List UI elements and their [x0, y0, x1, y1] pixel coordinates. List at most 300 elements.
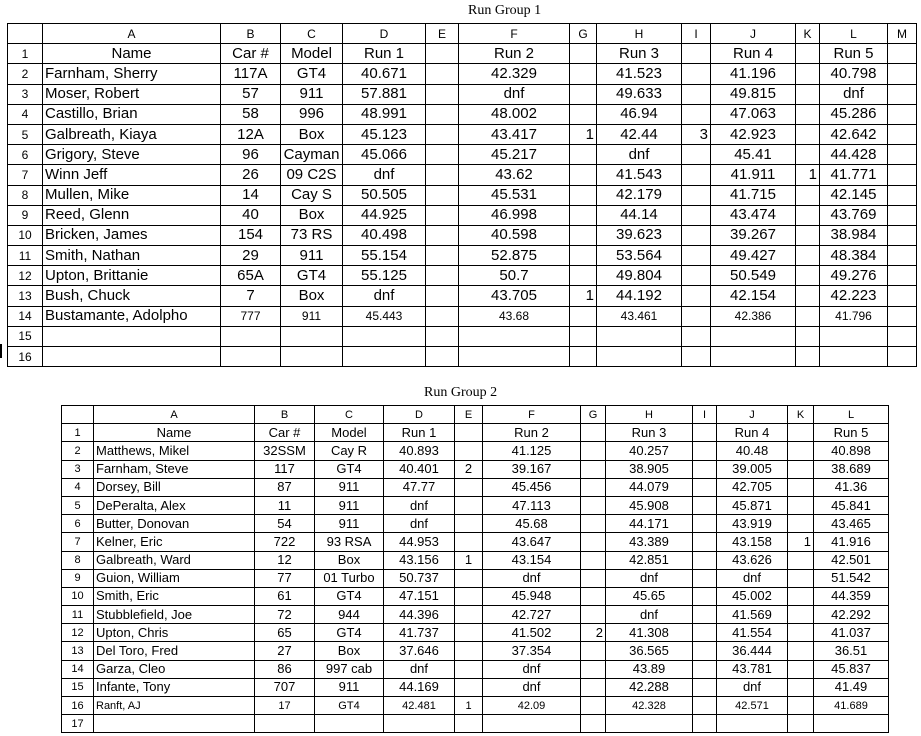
row-number[interactable]: 16	[62, 697, 94, 715]
name-cell[interactable]: Galbreath, Ward	[94, 551, 255, 569]
cell[interactable]: 45.908	[606, 496, 693, 514]
cell[interactable]: 45.443	[343, 306, 426, 326]
cell[interactable]: 77	[255, 569, 315, 587]
column-header-g[interactable]: G	[570, 24, 597, 44]
cell[interactable]	[281, 326, 343, 346]
cell[interactable]	[459, 326, 570, 346]
cell[interactable]	[483, 715, 581, 733]
header-cell[interactable]: Run 4	[711, 44, 796, 64]
cell[interactable]: GT4	[315, 587, 384, 605]
header-cell[interactable]	[570, 44, 597, 64]
cell[interactable]	[796, 306, 820, 326]
cell[interactable]: 44.428	[820, 145, 888, 165]
column-header-l[interactable]: L	[820, 24, 888, 44]
cell[interactable]	[820, 326, 888, 346]
cell[interactable]: 52.875	[459, 246, 570, 266]
cell[interactable]: 911	[281, 306, 343, 326]
cell[interactable]: 45.65	[606, 587, 693, 605]
cell[interactable]: 45.837	[814, 660, 889, 678]
row-number[interactable]: 5	[62, 496, 94, 514]
cell[interactable]: 50.7	[459, 266, 570, 286]
cell[interactable]: 43.781	[717, 660, 788, 678]
cell[interactable]: 41.543	[597, 165, 682, 185]
name-cell[interactable]: Garza, Cleo	[94, 660, 255, 678]
header-cell[interactable]	[682, 44, 711, 64]
cell[interactable]: 50.505	[343, 185, 426, 205]
cell[interactable]: 45.871	[717, 496, 788, 514]
cell[interactable]: 43.89	[606, 660, 693, 678]
cell[interactable]: 50.549	[711, 266, 796, 286]
cell[interactable]: 42.705	[717, 478, 788, 496]
cell[interactable]	[255, 715, 315, 733]
cell[interactable]: 38.984	[820, 225, 888, 245]
cell[interactable]: 1	[455, 551, 483, 569]
cell[interactable]	[570, 185, 597, 205]
cell[interactable]: 36.444	[717, 642, 788, 660]
name-cell[interactable]	[94, 715, 255, 733]
cell[interactable]	[570, 145, 597, 165]
column-header-i[interactable]: I	[693, 406, 717, 424]
cell[interactable]: 48.002	[459, 104, 570, 124]
header-cell[interactable]: Run 3	[597, 44, 682, 64]
cell[interactable]	[455, 606, 483, 624]
cell[interactable]	[693, 606, 717, 624]
cell[interactable]	[788, 587, 814, 605]
cell[interactable]	[426, 205, 459, 225]
cell[interactable]: 44.359	[814, 587, 889, 605]
cell[interactable]	[788, 551, 814, 569]
cell[interactable]: 1	[570, 124, 597, 144]
row-number[interactable]: 9	[8, 205, 43, 225]
cell[interactable]: Box	[281, 124, 343, 144]
cell[interactable]	[343, 347, 426, 367]
cell[interactable]	[455, 569, 483, 587]
cell[interactable]	[581, 587, 606, 605]
cell[interactable]: 707	[255, 678, 315, 696]
column-header-i[interactable]: I	[682, 24, 711, 44]
cell[interactable]	[788, 442, 814, 460]
cell[interactable]: 36.51	[814, 642, 889, 660]
header-cell[interactable]	[888, 44, 917, 64]
column-header-c[interactable]: C	[315, 406, 384, 424]
cell[interactable]	[711, 347, 796, 367]
cell[interactable]	[315, 715, 384, 733]
cell[interactable]: 40	[221, 205, 281, 225]
row-number[interactable]: 6	[8, 145, 43, 165]
corner-cell[interactable]	[8, 24, 43, 44]
cell[interactable]	[788, 642, 814, 660]
cell[interactable]: 37.646	[384, 642, 455, 660]
cell[interactable]: 45.68	[483, 515, 581, 533]
cell[interactable]: 45.841	[814, 496, 889, 514]
cell[interactable]	[682, 306, 711, 326]
cell[interactable]: 73 RS	[281, 225, 343, 245]
cell[interactable]: 57	[221, 84, 281, 104]
cell[interactable]: 40.257	[606, 442, 693, 460]
name-cell[interactable]: Stubblefield, Joe	[94, 606, 255, 624]
cell[interactable]	[796, 124, 820, 144]
cell[interactable]	[788, 697, 814, 715]
cell[interactable]	[796, 205, 820, 225]
cell[interactable]	[682, 84, 711, 104]
cell[interactable]: 42.154	[711, 286, 796, 306]
cell[interactable]: 42.292	[814, 606, 889, 624]
cell[interactable]	[455, 515, 483, 533]
cell[interactable]: 41.911	[711, 165, 796, 185]
cell[interactable]: GT4	[281, 266, 343, 286]
cell[interactable]: 40.671	[343, 64, 426, 84]
cell[interactable]	[221, 326, 281, 346]
cell[interactable]: 40.598	[459, 225, 570, 245]
column-header-a[interactable]: A	[43, 24, 221, 44]
cell[interactable]	[581, 569, 606, 587]
cell[interactable]: dnf	[597, 145, 682, 165]
cell[interactable]: 45.286	[820, 104, 888, 124]
cell[interactable]: dnf	[606, 569, 693, 587]
cell[interactable]	[796, 286, 820, 306]
name-cell[interactable]: Winn Jeff	[43, 165, 221, 185]
cell[interactable]: 2	[455, 460, 483, 478]
header-cell[interactable]: Name	[94, 424, 255, 442]
cell[interactable]	[570, 326, 597, 346]
cell[interactable]	[221, 347, 281, 367]
header-cell[interactable]: Run 3	[606, 424, 693, 442]
cell[interactable]	[581, 715, 606, 733]
cell[interactable]	[581, 478, 606, 496]
cell[interactable]	[581, 442, 606, 460]
row-number[interactable]: 14	[62, 660, 94, 678]
column-header-f[interactable]: F	[483, 406, 581, 424]
column-header-f[interactable]: F	[459, 24, 570, 44]
row-number[interactable]: 17	[62, 715, 94, 733]
cell[interactable]	[426, 104, 459, 124]
cell[interactable]: 49.276	[820, 266, 888, 286]
cell[interactable]: 38.689	[814, 460, 889, 478]
cell[interactable]: 41.36	[814, 478, 889, 496]
row-number[interactable]: 13	[8, 286, 43, 306]
row-number[interactable]: 12	[62, 624, 94, 642]
cell[interactable]: 01 Turbo	[315, 569, 384, 587]
cell[interactable]	[693, 660, 717, 678]
cell[interactable]	[682, 225, 711, 245]
cell[interactable]	[888, 326, 917, 346]
cell[interactable]: 43.465	[814, 515, 889, 533]
cell[interactable]: 45.456	[483, 478, 581, 496]
cell[interactable]: 43.417	[459, 124, 570, 144]
column-header-l[interactable]: L	[814, 406, 889, 424]
cell[interactable]: dnf	[483, 569, 581, 587]
cell[interactable]	[426, 124, 459, 144]
cell[interactable]	[796, 84, 820, 104]
cell[interactable]	[682, 104, 711, 124]
cell[interactable]: 41.689	[814, 697, 889, 715]
cell[interactable]: 55.154	[343, 246, 426, 266]
cell[interactable]	[581, 642, 606, 660]
name-cell[interactable]	[43, 326, 221, 346]
cell[interactable]	[459, 347, 570, 367]
cell[interactable]: GT4	[315, 624, 384, 642]
cell[interactable]: 2	[581, 624, 606, 642]
cell[interactable]	[606, 715, 693, 733]
cell[interactable]: 996	[281, 104, 343, 124]
cell[interactable]: dnf	[343, 165, 426, 185]
cell[interactable]	[796, 266, 820, 286]
cell[interactable]	[455, 442, 483, 460]
cell[interactable]: 61	[255, 587, 315, 605]
cell[interactable]: 40.498	[343, 225, 426, 245]
cell[interactable]	[384, 715, 455, 733]
cell[interactable]: 53.564	[597, 246, 682, 266]
cell[interactable]: 58	[221, 104, 281, 124]
cell[interactable]	[570, 84, 597, 104]
cell[interactable]: 43.68	[459, 306, 570, 326]
cell[interactable]: 43.158	[717, 533, 788, 551]
cell[interactable]	[426, 326, 459, 346]
cell[interactable]: dnf	[717, 569, 788, 587]
cell[interactable]: 40.893	[384, 442, 455, 460]
cell[interactable]	[426, 246, 459, 266]
cell[interactable]	[788, 478, 814, 496]
cell[interactable]: 65	[255, 624, 315, 642]
name-cell[interactable]: Farnham, Steve	[94, 460, 255, 478]
cell[interactable]	[343, 326, 426, 346]
cell[interactable]: 29	[221, 246, 281, 266]
column-header-m[interactable]: M	[888, 24, 917, 44]
header-cell[interactable]: Model	[315, 424, 384, 442]
cell[interactable]	[888, 124, 917, 144]
cell[interactable]	[888, 246, 917, 266]
cell[interactable]: 42.44	[597, 124, 682, 144]
cell[interactable]	[888, 185, 917, 205]
cell[interactable]	[888, 165, 917, 185]
name-cell[interactable]: Smith, Eric	[94, 587, 255, 605]
row-number[interactable]: 3	[8, 84, 43, 104]
cell[interactable]	[788, 606, 814, 624]
cell[interactable]: 39.167	[483, 460, 581, 478]
cell[interactable]: 41.715	[711, 185, 796, 205]
cell[interactable]: 17	[255, 697, 315, 715]
cell[interactable]	[426, 84, 459, 104]
cell[interactable]	[426, 185, 459, 205]
row-number[interactable]: 2	[62, 442, 94, 460]
cell[interactable]: 42.328	[606, 697, 693, 715]
cell[interactable]: Box	[315, 642, 384, 660]
header-cell[interactable]: Model	[281, 44, 343, 64]
cell[interactable]: 12	[255, 551, 315, 569]
name-cell[interactable]	[43, 347, 221, 367]
cell[interactable]	[455, 533, 483, 551]
name-cell[interactable]: Bush, Chuck	[43, 286, 221, 306]
cell[interactable]: 911	[281, 84, 343, 104]
cell[interactable]: 41.771	[820, 165, 888, 185]
cell[interactable]	[581, 606, 606, 624]
cell[interactable]: 42.571	[717, 697, 788, 715]
cell[interactable]: 43.474	[711, 205, 796, 225]
cell[interactable]	[888, 306, 917, 326]
cell[interactable]: dnf	[459, 84, 570, 104]
row-number[interactable]: 8	[8, 185, 43, 205]
cell[interactable]	[888, 145, 917, 165]
column-header-g[interactable]: G	[581, 406, 606, 424]
cell[interactable]: 41.916	[814, 533, 889, 551]
name-cell[interactable]: Ranft, AJ	[94, 697, 255, 715]
row-number[interactable]: 14	[8, 306, 43, 326]
header-cell[interactable]: Run 2	[483, 424, 581, 442]
header-cell[interactable]	[788, 424, 814, 442]
cell[interactable]	[455, 478, 483, 496]
cell[interactable]	[888, 205, 917, 225]
cell[interactable]: 43.769	[820, 205, 888, 225]
cell[interactable]	[820, 347, 888, 367]
cell[interactable]	[693, 496, 717, 514]
cell[interactable]	[581, 515, 606, 533]
cell[interactable]: 45.002	[717, 587, 788, 605]
cell[interactable]	[597, 347, 682, 367]
cell[interactable]: 41.49	[814, 678, 889, 696]
name-cell[interactable]: Upton, Chris	[94, 624, 255, 642]
cell[interactable]: 944	[315, 606, 384, 624]
cell[interactable]: 44.192	[597, 286, 682, 306]
cell[interactable]: 38.905	[606, 460, 693, 478]
cell[interactable]: dnf	[717, 678, 788, 696]
cell[interactable]: 911	[315, 678, 384, 696]
cell[interactable]: 37.354	[483, 642, 581, 660]
cell[interactable]: 722	[255, 533, 315, 551]
cell[interactable]	[693, 587, 717, 605]
header-cell[interactable]	[426, 44, 459, 64]
cell[interactable]: 42.642	[820, 124, 888, 144]
cell[interactable]: 43.154	[483, 551, 581, 569]
cell[interactable]: 3	[682, 124, 711, 144]
name-cell[interactable]: Smith, Nathan	[43, 246, 221, 266]
cell[interactable]: 42.727	[483, 606, 581, 624]
cell[interactable]	[597, 326, 682, 346]
cell[interactable]	[281, 347, 343, 367]
cell[interactable]	[682, 64, 711, 84]
cell[interactable]: Box	[281, 286, 343, 306]
cell[interactable]: GT4	[315, 460, 384, 478]
cell[interactable]	[693, 460, 717, 478]
cell[interactable]	[796, 225, 820, 245]
header-cell[interactable]	[693, 424, 717, 442]
cell[interactable]	[570, 104, 597, 124]
cell[interactable]: 14	[221, 185, 281, 205]
cell[interactable]	[682, 286, 711, 306]
row-number[interactable]: 4	[8, 104, 43, 124]
row-number[interactable]: 10	[8, 225, 43, 245]
cell[interactable]: 997 cab	[315, 660, 384, 678]
cell[interactable]: 117A	[221, 64, 281, 84]
cell[interactable]: dnf	[483, 678, 581, 696]
cell[interactable]: 42.851	[606, 551, 693, 569]
row-number[interactable]: 7	[8, 165, 43, 185]
cell[interactable]: Box	[281, 205, 343, 225]
cell[interactable]	[693, 478, 717, 496]
cell[interactable]: dnf	[384, 496, 455, 514]
cell[interactable]: 47.77	[384, 478, 455, 496]
cell[interactable]: 48.384	[820, 246, 888, 266]
cell[interactable]	[888, 225, 917, 245]
cell[interactable]	[796, 326, 820, 346]
column-header-h[interactable]: H	[606, 406, 693, 424]
cell[interactable]	[682, 266, 711, 286]
name-cell[interactable]: Bustamante, Adolpho	[43, 306, 221, 326]
cell[interactable]: 154	[221, 225, 281, 245]
row-number[interactable]: 3	[62, 460, 94, 478]
cell[interactable]: 40.898	[814, 442, 889, 460]
header-cell[interactable]: Run 1	[384, 424, 455, 442]
cell[interactable]: 911	[315, 478, 384, 496]
row-number[interactable]: 10	[62, 587, 94, 605]
name-cell[interactable]: Upton, Brittanie	[43, 266, 221, 286]
cell[interactable]	[693, 551, 717, 569]
cell[interactable]: 49.815	[711, 84, 796, 104]
column-header-e[interactable]: E	[455, 406, 483, 424]
cell[interactable]: 40.798	[820, 64, 888, 84]
row-number[interactable]: 9	[62, 569, 94, 587]
cell[interactable]: 46.998	[459, 205, 570, 225]
cell[interactable]	[581, 697, 606, 715]
cell[interactable]: 26	[221, 165, 281, 185]
header-cell[interactable]: Name	[43, 44, 221, 64]
cell[interactable]	[796, 145, 820, 165]
cell[interactable]	[426, 347, 459, 367]
header-cell[interactable]: Run 1	[343, 44, 426, 64]
header-cell[interactable]: Run 4	[717, 424, 788, 442]
cell[interactable]	[426, 286, 459, 306]
name-cell[interactable]: Guion, William	[94, 569, 255, 587]
cell[interactable]	[426, 266, 459, 286]
cell[interactable]: 42.481	[384, 697, 455, 715]
cell[interactable]: 51.542	[814, 569, 889, 587]
column-header-d[interactable]: D	[343, 24, 426, 44]
cell[interactable]: 86	[255, 660, 315, 678]
cell[interactable]	[581, 660, 606, 678]
cell[interactable]	[888, 84, 917, 104]
cell[interactable]: 32SSM	[255, 442, 315, 460]
cell[interactable]	[693, 515, 717, 533]
name-cell[interactable]: Kelner, Eric	[94, 533, 255, 551]
cell[interactable]: 43.647	[483, 533, 581, 551]
cell[interactable]: 911	[281, 246, 343, 266]
cell[interactable]	[426, 64, 459, 84]
cell[interactable]: 43.156	[384, 551, 455, 569]
column-header-b[interactable]: B	[221, 24, 281, 44]
cell[interactable]	[455, 587, 483, 605]
cell[interactable]	[796, 246, 820, 266]
cell[interactable]	[693, 715, 717, 733]
cell[interactable]: 41.523	[597, 64, 682, 84]
cell[interactable]: 45.531	[459, 185, 570, 205]
corner-cell[interactable]	[62, 406, 94, 424]
cell[interactable]: 41.308	[606, 624, 693, 642]
cell[interactable]	[796, 347, 820, 367]
cell[interactable]: 27	[255, 642, 315, 660]
cell[interactable]: 47.063	[711, 104, 796, 124]
cell[interactable]: 47.151	[384, 587, 455, 605]
row-number[interactable]: 13	[62, 642, 94, 660]
cell[interactable]: 7	[221, 286, 281, 306]
column-header-b[interactable]: B	[255, 406, 315, 424]
cell[interactable]	[455, 642, 483, 660]
cell[interactable]	[570, 64, 597, 84]
cell[interactable]: 49.804	[597, 266, 682, 286]
cell[interactable]	[814, 715, 889, 733]
cell[interactable]: 55.125	[343, 266, 426, 286]
cell[interactable]: Box	[315, 551, 384, 569]
column-header-c[interactable]: C	[281, 24, 343, 44]
cell[interactable]: 40.48	[717, 442, 788, 460]
